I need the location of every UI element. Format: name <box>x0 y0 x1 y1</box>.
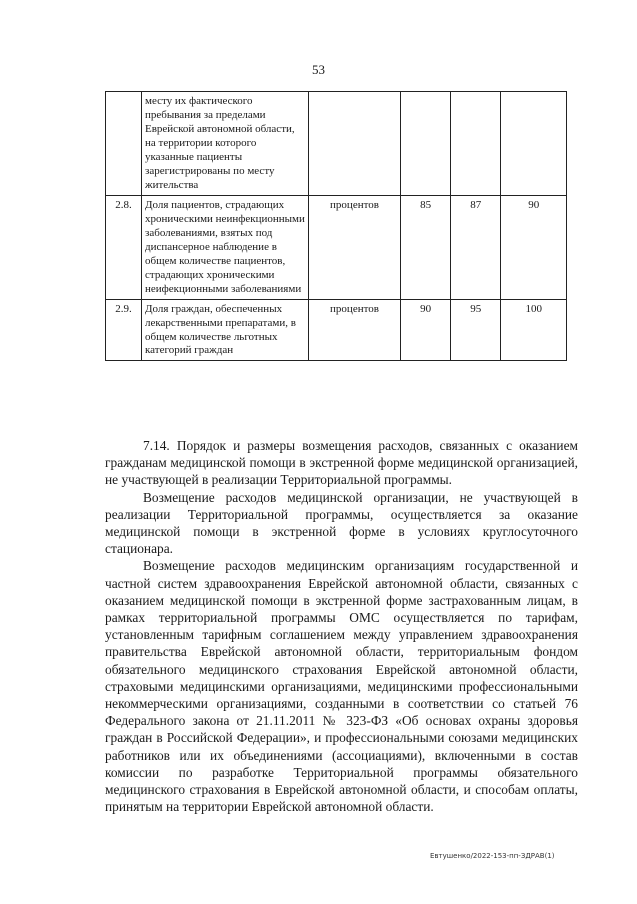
page-number: 53 <box>312 62 325 77</box>
value-year-2: 95 <box>451 299 501 361</box>
value-year-2 <box>451 92 501 196</box>
unit-of-measure <box>309 92 401 196</box>
paragraph: Возмещение расходов медицинским организациям государственной и частной систем здравоохранения Еврейской автономной области, связанных с оказанием медицинской помощи в экстренной форме застрахованным лицам, в рамках территориальной программы ОМС осуществляется по тарифам, установленным тарифным соглашением между управлением здравоохранения правительства Еврейской автономной области, территориальным фондом обязательного медицинского страхования Еврейской автономной области, страховыми медицинскими организациями, медицинскими профессиональными некоммерческими организациями, созданными в соответствии со статьей 76 Федерального закона от 21.11.2011 № 323-ФЗ «Об основах охраны здоровья граждан в Российской Федерации», и профессиональными союзами медицинских работников или их объединениями (ассоциациями), включенными в состав комиссии по разработке Территориальной программы обязательного медицинского страхования в Еврейской автономной области, и способам оплаты, принятым на территории Еврейской автономной области. <box>105 558 578 815</box>
document-code: Евтушенко/2022-153-пп-ЗДРАВ(1) <box>430 852 555 860</box>
indicator-name: Доля пациентов, страдающих хроническими неинфекционными заболеваниями, взятых под диспансерное наблюдение в общем количестве пациентов, страдающих хроническими неифекционными заболеваниями <box>142 195 309 299</box>
indicator-name: месту их фактического пребывания за пределами Еврейской автономной области, на территории которого указанные пациенты зарегистрированы по месту жительства <box>142 92 309 196</box>
value-year-3: 100 <box>501 299 567 361</box>
table-row <box>106 195 567 299</box>
section-heading-paragraph: 7.14. Порядок и размеры возмещения расходов, связанных с оказанием гражданам медицинской помощи в экстренной форме медицинской организацией, не участвующей в реализации Территориальной программы. <box>105 438 578 488</box>
value-year-3 <box>501 92 567 196</box>
paragraph: Возмещение расходов медицинской организации, не участвующей в реализации Территориальной программы, осуществляется за оказание медицинской помощи в экстренной форме в условиях круглосуточного стационара. <box>105 489 578 557</box>
row-number <box>106 92 142 196</box>
row-number: 2.8. <box>106 195 142 299</box>
unit-of-measure: процентов <box>309 195 401 299</box>
indicator-name: Доля граждан, обеспеченных лекарственными препаратами, в общем количестве льготных категорий граждан <box>142 299 309 361</box>
indicators-table <box>105 91 567 361</box>
value-year-1 <box>401 92 451 196</box>
row-number: 2.9. <box>106 299 142 361</box>
value-year-2: 87 <box>451 195 501 299</box>
value-year-3: 90 <box>501 195 567 299</box>
unit-of-measure: процентов <box>309 299 401 361</box>
table-row <box>106 92 567 196</box>
value-year-1: 85 <box>401 195 451 299</box>
value-year-1: 90 <box>401 299 451 361</box>
table-row <box>106 299 567 361</box>
body-text <box>105 437 578 815</box>
